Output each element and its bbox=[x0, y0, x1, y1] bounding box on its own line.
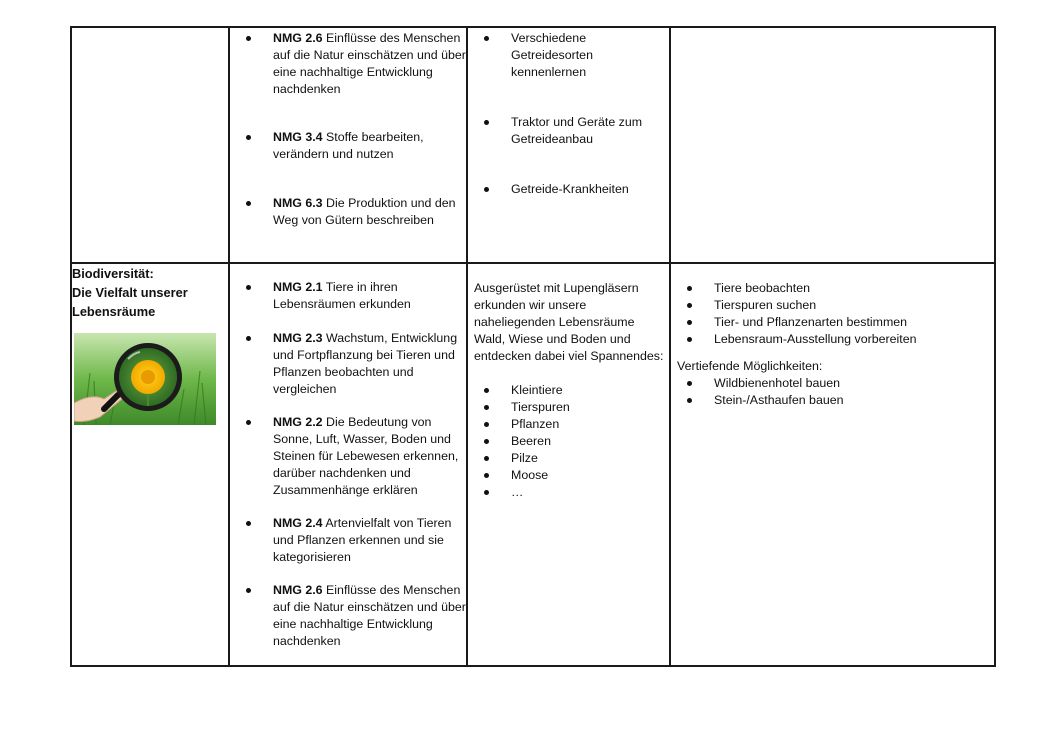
competency-code: NMG 3.4 bbox=[273, 130, 323, 144]
competency-text: Die Bedeutung von Sonne, Luft, Wasser, Boden und Steinen für Lebewesen erkennen, darüber nachdenken und Zusammenhänge erklären bbox=[273, 415, 459, 497]
list-item bbox=[230, 195, 469, 229]
topic-cell bbox=[71, 27, 229, 263]
list-item bbox=[230, 129, 469, 163]
competency-list bbox=[230, 30, 466, 229]
list-item: Verschiedene Getreidesorten kennenlernen bbox=[468, 30, 661, 81]
list-item: Pilze bbox=[468, 450, 669, 467]
content-list bbox=[468, 30, 669, 198]
competencies-cell bbox=[229, 27, 467, 263]
list-item: Stein-/Asthaufen bauen bbox=[671, 392, 994, 409]
list-item bbox=[230, 30, 469, 98]
list-item: Tiere beobachten bbox=[671, 280, 994, 297]
contents-cell bbox=[467, 263, 670, 666]
list-item bbox=[230, 582, 469, 650]
competency-text: Stoffe bearbeiten, verändern und nutzen bbox=[273, 130, 424, 161]
list-item: Kleintiere bbox=[468, 382, 669, 399]
list-item: Tierspuren suchen bbox=[671, 297, 994, 314]
competency-text: Die Produktion und den Weg von Gütern beschreiben bbox=[273, 196, 456, 227]
list-item: Tierspuren bbox=[468, 399, 669, 416]
competency-code: NMG 6.3 bbox=[273, 196, 323, 210]
list-item: Moose bbox=[468, 467, 669, 484]
competency-text: Tiere in ihren Lebensräumen erkunden bbox=[273, 280, 411, 311]
deepening-list bbox=[671, 375, 994, 409]
competency-text: Einflüsse des Menschen auf die Natur einschätzen und über eine nachhaltige Entwicklung nachdenken bbox=[273, 31, 466, 96]
deepening-label: Vertiefende Möglichkeiten: bbox=[677, 359, 823, 373]
topic-title bbox=[72, 264, 228, 321]
competency-code: NMG 2.1 bbox=[273, 280, 323, 294]
list-item: Tier- und Pflanzenarten bestimmen bbox=[671, 314, 994, 331]
list-item bbox=[230, 414, 469, 499]
competency-code: NMG 2.6 bbox=[273, 583, 323, 597]
table-row bbox=[71, 263, 995, 666]
competency-list bbox=[230, 279, 466, 650]
list-item bbox=[230, 330, 469, 398]
list-item: … bbox=[468, 484, 669, 501]
activities-cell bbox=[670, 27, 995, 263]
competency-code: NMG 2.2 bbox=[273, 415, 323, 429]
contents-cell bbox=[467, 27, 670, 263]
competency-text: Wachstum, Entwicklung und Fortpflanzung bei Tieren und Pflanzen beobachten und vergleichen bbox=[273, 331, 458, 396]
activity-list bbox=[671, 280, 994, 348]
list-item: Traktor und Geräte zum Getreideanbau bbox=[468, 114, 661, 148]
list-item: Wildbienenhotel bauen bbox=[671, 375, 994, 392]
intro-text: Ausgerüstet mit Lupengläsern erkunden wir unsere naheliegenden Lebensräume Wald, Wiese und Boden und entdecken dabei viel Spannendes: bbox=[474, 281, 664, 363]
list-item bbox=[230, 515, 469, 566]
topic-cell bbox=[71, 263, 229, 666]
list-item: Lebensraum-Ausstellung vorbereiten bbox=[671, 331, 994, 348]
list-item bbox=[230, 279, 469, 313]
curriculum-table bbox=[70, 26, 996, 667]
table-row bbox=[71, 27, 995, 263]
competency-code: NMG 2.4 bbox=[273, 516, 323, 530]
competency-text: Artenvielfalt von Tieren und Pflanzen erkennen und sie kategorisieren bbox=[273, 516, 452, 564]
discovery-list bbox=[468, 382, 669, 501]
competencies-cell bbox=[229, 263, 467, 666]
competency-code: NMG 2.6 bbox=[273, 31, 323, 45]
list-item: Getreide-Krankheiten bbox=[468, 181, 661, 198]
activities-cell bbox=[670, 263, 995, 666]
list-item: Beeren bbox=[468, 433, 669, 450]
magnifier-dandelion-icon bbox=[74, 333, 216, 425]
topic-title-line: Die Vielfalt unserer Lebensräume bbox=[72, 285, 188, 319]
competency-text: Einflüsse des Menschen auf die Natur einschätzen und über eine nachhaltige Entwicklung nachdenken bbox=[273, 583, 466, 648]
list-item: Pflanzen bbox=[468, 416, 669, 433]
topic-title-line: Biodiversität: bbox=[72, 266, 154, 281]
competency-code: NMG 2.3 bbox=[273, 331, 323, 345]
